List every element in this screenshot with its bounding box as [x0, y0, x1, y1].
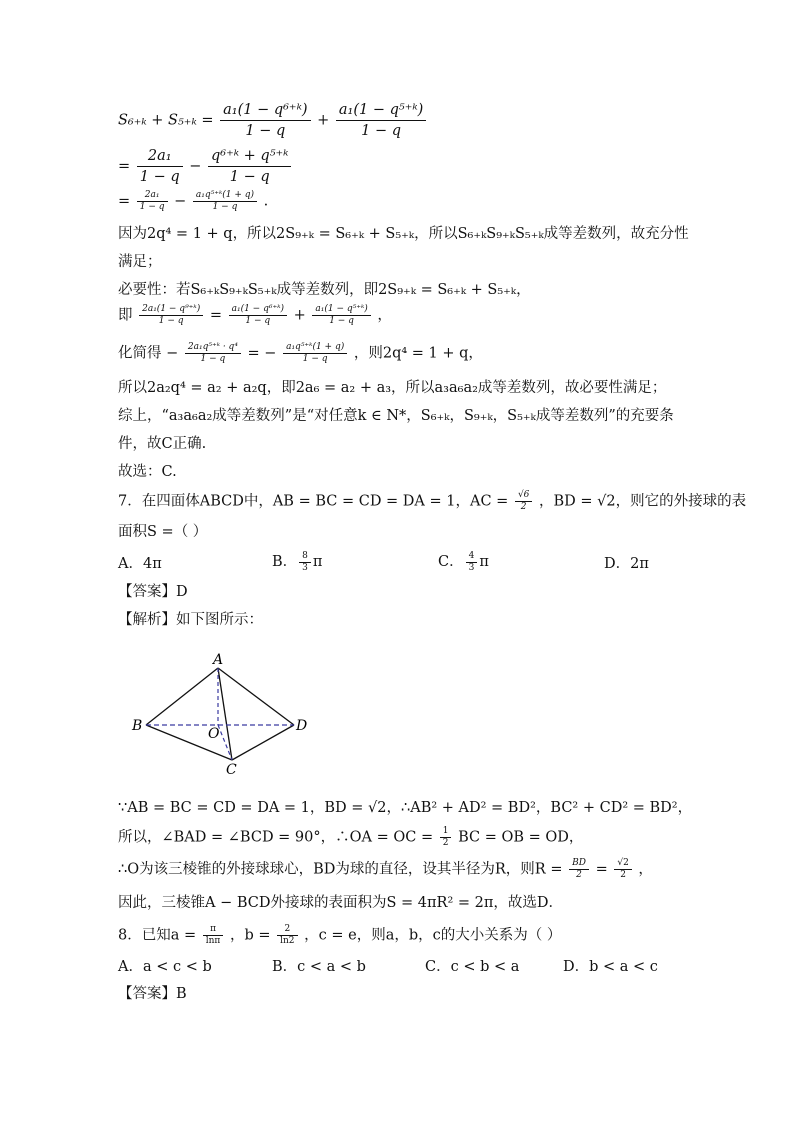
vertex-label-c: C: [226, 762, 237, 778]
eq-line-7: [118, 304, 392, 327]
operator: −: [174, 193, 187, 210]
fraction: [137, 146, 183, 187]
denominator: 1 − q: [245, 316, 271, 326]
q7-answer: 【答案】D: [118, 584, 188, 600]
solution-line-3: [118, 858, 653, 881]
denominator: 1 − q: [361, 123, 402, 139]
numerator: 2: [277, 924, 297, 936]
q7-option-c: [438, 550, 489, 574]
text-line-9: 所以2a₂q⁴ = a₂ + a₂q，即2a₆ = a₂ + a₃，所以a₃a₆a₂成等差数列，故必要性满足；: [118, 380, 667, 396]
q8-option-b: B．c < a < b: [272, 959, 366, 975]
denominator: 3: [468, 562, 475, 573]
numerator: 1: [440, 826, 452, 838]
numerator: a₁(1 − q⁶⁺ᵏ): [229, 304, 287, 316]
denominator: 1 − q: [329, 316, 354, 326]
denominator: 2: [520, 502, 527, 512]
denominator: 2: [576, 870, 582, 880]
q8-option-d: D．b < a < c: [563, 959, 658, 975]
edge-ad: [218, 668, 294, 725]
denominator: 1 − q: [302, 354, 328, 364]
fraction: [440, 826, 452, 849]
eq-line-2: [118, 146, 293, 187]
fraction: [203, 924, 224, 947]
operator: = −: [247, 345, 277, 362]
denominator: 1 − q: [139, 169, 180, 185]
text: ，: [377, 307, 392, 324]
fraction: [312, 304, 370, 327]
fraction: [277, 924, 297, 947]
denominator: 2: [620, 870, 626, 880]
period: .: [263, 193, 269, 210]
q8-option-c: C．c < b < a: [425, 959, 520, 975]
solution-line-1: ∵AB = BC = CD = DA = 1，BD = √2，∴AB² + AD² = BD²，BC² + CD² = BD²，: [118, 800, 693, 816]
operator: +: [317, 112, 330, 129]
solution-line-4: 因此，三棱锥A − BCD外接球的表面积为S = 4πR² = 2π，故选D．: [118, 895, 564, 911]
fraction: [139, 304, 203, 327]
text: ，: [638, 861, 653, 878]
numerator: 2a₁(1 − q⁹⁺ᵏ): [139, 304, 203, 316]
denominator: 1 − q: [200, 354, 226, 364]
numerator: π: [203, 924, 224, 936]
edge-ac: [218, 668, 232, 760]
denominator: 3: [302, 562, 308, 573]
numerator: BD: [569, 858, 589, 870]
q7-option-b: [272, 550, 322, 574]
text: 化简得 −: [118, 345, 179, 362]
solution-line-2: [118, 826, 583, 849]
eq-line-1: [118, 100, 428, 141]
numerator: a₁(1 − q⁶⁺ᵏ): [220, 100, 310, 121]
fraction: [185, 342, 241, 365]
text: ，BD = √2，则它的外接球的表: [539, 493, 747, 510]
text: ∴O为该三棱锥的外接球球心，BD为球的直径，设其半径为R，则R =: [118, 861, 563, 878]
text: 所以，∠BAD = ∠BCD = 90°，∴OA = OC =: [118, 829, 434, 846]
fraction: [220, 100, 310, 141]
numerator: 2a₁q⁵⁺ᵏ · q⁴: [185, 342, 241, 354]
numerator: a₁(1 − q⁵⁺ᵏ): [312, 304, 370, 316]
tetrahedron-figure: [128, 648, 318, 778]
fraction: [208, 146, 291, 187]
text: B．: [272, 554, 298, 570]
text: π: [479, 554, 489, 570]
text-line-11: 件，故C正确.: [118, 436, 207, 452]
text-line-5: 满足；: [118, 254, 162, 270]
fraction: [193, 190, 257, 213]
numerator: √6: [515, 490, 532, 502]
text: 7．在四面体ABCD中，AB = BC = CD = DA = 1，AC =: [118, 493, 509, 510]
text-line-6: 必要性：若S₆₊ₖS₉₊ₖS₅₊ₖ成等差数列，即2S₉₊ₖ = S₆₊ₖ + S₅₊ₖ，: [118, 282, 531, 298]
fraction: [466, 551, 478, 574]
text: ，b =: [229, 927, 271, 944]
operator: =: [595, 861, 608, 878]
numerator: √2: [614, 858, 631, 870]
denominator: 2: [442, 838, 449, 848]
q8-answer: 【答案】B: [118, 986, 187, 1002]
operator: =: [118, 193, 131, 210]
text: ，c = e，则a，b，c的大小关系为（ ）: [304, 927, 562, 944]
question-7-stem-2: 面积S =（ ）: [118, 524, 208, 540]
operator: =: [118, 158, 131, 175]
fraction: [336, 100, 426, 141]
fraction: [229, 304, 287, 327]
fraction: [137, 190, 168, 213]
q8-option-a: A．a < c < b: [118, 959, 212, 975]
numerator: a₁q⁵⁺ᵏ(1 + q): [283, 342, 347, 354]
text: ，则2q⁴ = 1 + q，: [353, 345, 483, 362]
denominator: 1 − q: [158, 316, 184, 326]
denominator: 1 − q: [139, 202, 165, 212]
numerator: 2a₁: [137, 190, 168, 202]
q7-option-a: A．4π: [118, 556, 162, 572]
denominator: 1 − q: [212, 202, 238, 212]
numerator: a₁q⁵⁺ᵏ(1 + q): [193, 190, 257, 202]
text-line-4: 因为2q⁴ = 1 + q，所以2S₉₊ₖ = S₆₊ₖ + S₅₊ₖ，所以S₆₊ₖS₉₊ₖS₅₊ₖ成等差数列，故充分性: [118, 226, 689, 242]
fraction: [299, 551, 311, 574]
q7-option-d: D．2π: [604, 556, 649, 572]
text-line-10: 综上，“a₃a₆a₂成等差数列”是“对任意k ∈ N*，S₆₊ₖ，S₉₊ₖ，S₅₊ₖ成等差数列”的充要条: [118, 408, 674, 424]
operator: −: [189, 158, 202, 175]
denominator: 1 − q: [245, 123, 286, 139]
denominator: lnπ: [205, 936, 221, 946]
denominator: 1 − q: [229, 169, 270, 185]
numerator: a₁(1 − q⁵⁺ᵏ): [336, 100, 426, 121]
vertex-label-a: A: [213, 652, 224, 668]
text: 即: [118, 307, 133, 324]
denominator: ln2: [280, 936, 295, 946]
text: 8．已知a =: [118, 927, 197, 944]
text-line-12: 故选：C.: [118, 464, 177, 480]
vertex-label-b: B: [132, 718, 143, 734]
eq-line-3: [118, 190, 268, 213]
fraction: [283, 342, 347, 365]
fraction: [515, 490, 532, 513]
numerator: 4: [466, 551, 478, 563]
edge-ab: [146, 668, 218, 725]
eq-line-8: [118, 342, 483, 365]
operator: =: [209, 307, 222, 324]
edge-cd: [232, 725, 294, 760]
operator: +: [293, 307, 306, 324]
question-8-stem: [118, 924, 561, 947]
eq-lhs: S₆₊ₖ + S₅₊ₖ =: [118, 112, 214, 129]
numerator: 8: [299, 551, 311, 563]
q7-analysis: 【解析】如下图所示：: [118, 612, 263, 628]
question-7-stem: [118, 490, 746, 513]
text: BC = OB = OD，: [458, 829, 584, 846]
fraction: [614, 858, 631, 881]
text: π: [312, 554, 323, 570]
numerator: 2a₁: [137, 146, 183, 167]
vertex-label-d: D: [296, 718, 308, 734]
center-label-o: O: [208, 726, 220, 742]
fraction: [569, 858, 589, 881]
text: C．: [438, 554, 464, 570]
numerator: q⁶⁺ᵏ + q⁵⁺ᵏ: [208, 146, 291, 167]
